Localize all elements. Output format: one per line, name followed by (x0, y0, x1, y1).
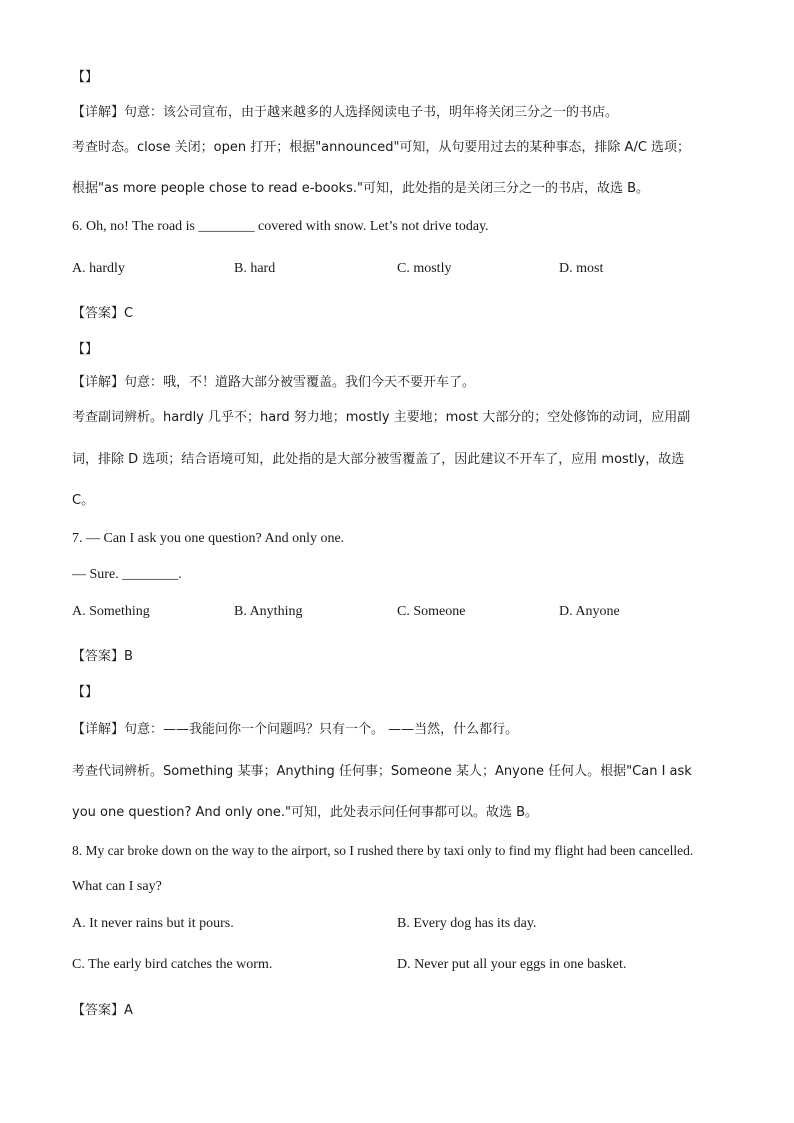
q5-analysis-line-1: 考查时态。close 关闭；open 打开；根据"announced"可知，从句要用过去的某种事态，排除 A/C 选项； (72, 140, 691, 155)
bracket-label: 【】 (72, 342, 99, 357)
q6-stem: 6. Oh, no! The road is ________ covered with snow. Let’s not drive today. (72, 219, 489, 234)
q7-option-b: B. Anything (234, 604, 303, 619)
q5-analysis-line-2: 根据"as more people chose to read e-books."可知，此处指的是关闭三分之一的书店，故选 B。 (72, 181, 650, 196)
q7-option-d: D. Anyone (559, 604, 620, 619)
q8-option-c: C. The early bird catches the worm. (72, 957, 273, 972)
q7-answer: 【答案】B (72, 649, 133, 664)
q5-detail: 【详解】句意：该公司宣布，由于越来越多的人选择阅读电子书，明年将关闭三分之一的书店。 (72, 105, 619, 120)
bracket-label: 【】 (72, 685, 99, 700)
bracket-label: 【】 (72, 70, 99, 85)
q6-option-d: D. most (559, 261, 604, 276)
q8-option-d: D. Never put all your eggs in one basket. (397, 957, 627, 972)
q8-answer: 【答案】A (72, 1003, 133, 1018)
q7-stem-line-1: 7. — Can I ask you one question? And only one. (72, 531, 345, 546)
q6-analysis-line-2: 词，排除 D 选项；结合语境可知，此处指的是大部分被雪覆盖了，因此建议不开车了，应用 mostly，故选 (72, 452, 685, 467)
q6-option-c: C. mostly (397, 261, 452, 276)
q6-option-a: A. hardly (72, 261, 125, 276)
q8-option-a: A. It never rains but it pours. (72, 916, 234, 931)
q7-analysis-line-1: 考查代词辨析。Something 某事；Anything 任何事；Someone 某人；Anyone 任何人。根据"Can I ask (72, 764, 692, 779)
q8-stem-line-2: What can I say? (72, 879, 162, 894)
q8-stem-line-1: 8. My car broke down on the way to the airport, so I rushed there by taxi only to find my flight had been cancelled. (72, 843, 694, 858)
q6-answer: 【答案】C (72, 306, 134, 321)
q7-detail: 【详解】句意：——我能问你一个问题吗？只有一个。 ——当然，什么都行。 (72, 722, 519, 737)
q7-stem-line-2: — Sure. ________. (72, 567, 182, 582)
q6-analysis-line-3: C。 (72, 493, 95, 508)
q8-option-b: B. Every dog has its day. (397, 916, 537, 931)
q7-analysis-line-2: you one question? And only one."可知，此处表示问任何事都可以。故选 B。 (72, 805, 539, 820)
q7-option-c: C. Someone (397, 604, 466, 619)
q6-option-b: B. hard (234, 261, 276, 276)
q7-option-a: A. Something (72, 604, 150, 619)
q6-analysis-line-1: 考查副词辨析。hardly 几乎不；hard 努力地；mostly 主要地；most 大部分的；空处修饰的动词，应用副 (72, 410, 691, 425)
q6-detail: 【详解】句意：哦，不！道路大部分被雪覆盖。我们今天不要开车了。 (72, 375, 476, 390)
